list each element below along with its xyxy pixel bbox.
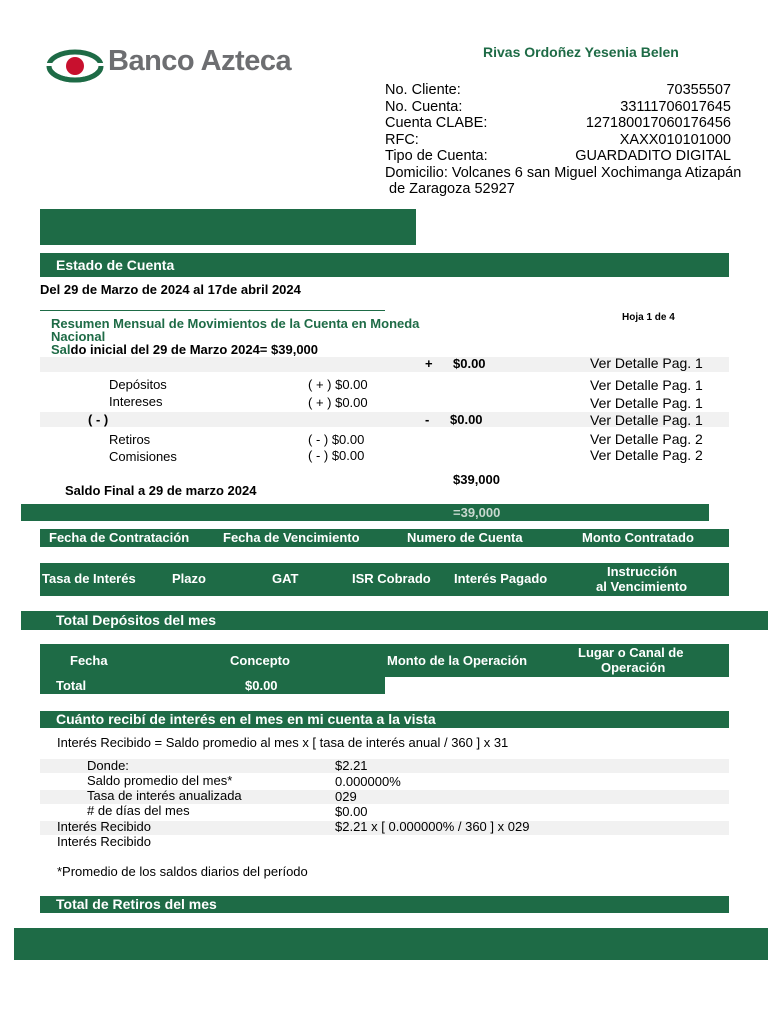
- client-field-row: [385, 115, 731, 132]
- investment-header: al Vencimiento: [596, 579, 688, 594]
- summary-divider: [40, 310, 385, 311]
- comisiones-value: ( - ) $0.00: [308, 448, 365, 463]
- minus-label: ( - ): [88, 412, 109, 427]
- summary-title-line2: Nacional: [51, 329, 106, 344]
- deposits-header: Operación: [601, 660, 666, 675]
- deposits-title: Total Depósitos del mes: [56, 612, 216, 628]
- client-field-value: GUARDADITO DIGITAL: [575, 148, 731, 164]
- bank-logo-icon: [46, 47, 104, 85]
- intereses-ref: Ver Detalle Pag. 1: [590, 395, 703, 411]
- intereses-value: ( + ) $0.00: [308, 395, 368, 410]
- interest-row-label: Donde:: [87, 758, 129, 773]
- depositos-ref: Ver Detalle Pag. 1: [590, 377, 703, 393]
- interest-band: [40, 759, 729, 773]
- investment-header-row: [40, 529, 729, 547]
- saldo-final-bar: [21, 504, 709, 521]
- interest-row-value: $0.00: [335, 804, 368, 819]
- investment-header: Instrucción: [607, 564, 678, 579]
- client-field-label: RFC:: [385, 131, 419, 148]
- retiros-ref: Ver Detalle Pag. 2: [590, 431, 703, 447]
- deposits-header-row: [40, 644, 729, 677]
- interest-title: Cuánto recibí de interés en el mes en mi cuenta a la vista: [56, 711, 436, 727]
- investment-header: Numero de Cuenta: [407, 530, 523, 545]
- investment-header: Fecha de Contratación: [49, 530, 190, 545]
- green-block: [40, 209, 416, 245]
- investment-header: Plazo: [172, 571, 206, 586]
- deposits-header: Monto de la Operación: [387, 653, 528, 668]
- interest-row-value: 0.000000%: [335, 774, 401, 789]
- interest-row-label: Interés Recibido: [57, 834, 151, 849]
- statement-header: Estado de Cuenta: [56, 257, 175, 273]
- bank-name: Banco Azteca: [108, 45, 292, 77]
- interest-footnote: *Promedio de los saldos diarios del período: [57, 864, 308, 879]
- withdrawals-title-bar: [40, 896, 729, 913]
- deposits-header: Lugar o Canal de: [578, 645, 684, 660]
- client-name: Rivas Ordoñez Yesenia Belen: [483, 44, 679, 60]
- saldo-final-bar-value: =39,000: [453, 505, 501, 520]
- client-field-label: No. Cuenta:: [385, 98, 463, 115]
- saldo-inicial: [51, 342, 318, 357]
- interest-row-label: Saldo promedio del mes*: [87, 773, 233, 788]
- page-number: Hoja 1 de 4: [622, 312, 675, 323]
- interest-row-label: Tasa de interés anualizada: [87, 788, 242, 803]
- client-field-row: [385, 132, 731, 149]
- saldo-final-label: Saldo Final a 29 de marzo 2024: [65, 483, 257, 498]
- plus-ref: Ver Detalle Pag. 1: [590, 355, 703, 371]
- investment-header-row2: [40, 563, 729, 596]
- deposits-title-bar: [21, 611, 768, 630]
- interest-row-value: $2.21 x [ 0.000000% / 360 ] x 029: [335, 819, 530, 834]
- client-field-label: Cuenta CLABE:: [385, 115, 488, 131]
- interest-row-value: $2.21: [335, 758, 368, 773]
- interest-formula: Interés Recibido = Saldo promedio al mes x [ tasa de interés anual / 360 ] x 31: [57, 735, 509, 750]
- client-field-label: No. Cliente:: [385, 82, 461, 98]
- statement-period: Del 29 de Marzo de 2024 al 17de abril 2024: [40, 282, 301, 297]
- interest-title-bar: [40, 711, 729, 728]
- client-address-line1: Domicilio: Volcanes 6 san Miguel Xochimanga Atizapán: [385, 164, 742, 181]
- client-field-value: 33111706017645: [620, 98, 731, 115]
- minus-ref: Ver Detalle Pag. 1: [590, 412, 703, 428]
- investment-header: Fecha de Vencimiento: [223, 530, 360, 545]
- client-address-line2: de Zaragoza 52927: [389, 181, 515, 197]
- client-field-row: [385, 82, 731, 99]
- bank-logo: [46, 45, 336, 87]
- depositos-value: ( + ) $0.00: [308, 377, 368, 392]
- deposits-header: Fecha: [70, 653, 108, 668]
- retiros-label: Retiros: [109, 432, 151, 447]
- deposits-total-value: $0.00: [245, 678, 278, 693]
- client-field-label: Tipo de Cuenta:: [385, 148, 488, 164]
- investment-header: Interés Pagado: [454, 571, 548, 586]
- saldo-inicial-text: do inicial del 29 de Marzo 2024= $39,000: [70, 342, 319, 357]
- interest-row-label: # de días del mes: [87, 803, 190, 818]
- investment-header: Monto Contratado: [582, 530, 694, 545]
- deposits-total-row: [40, 677, 385, 694]
- saldo-inicial-prefix: Sal: [51, 342, 71, 357]
- client-field-value: 127180017060176456: [585, 115, 731, 131]
- retiros-value: ( - ) $0.00: [308, 432, 365, 447]
- client-info: [385, 82, 742, 198]
- plus-amount: $0.00: [453, 356, 486, 371]
- client-field-row: [385, 99, 731, 116]
- intereses-label: Intereses: [109, 394, 163, 409]
- plus-sign: +: [425, 356, 433, 371]
- statement-header-bar: [40, 253, 729, 277]
- summary-title-line1: Resumen Mensual de Movimientos de la Cuenta en Moneda: [51, 316, 420, 331]
- comisiones-label: Comisiones: [109, 449, 177, 464]
- investment-header: GAT: [272, 571, 299, 586]
- minus-amount: $0.00: [450, 412, 483, 427]
- client-field-value: 70355507: [666, 82, 731, 98]
- withdrawals-title: Total de Retiros del mes: [56, 896, 217, 912]
- deposits-header: Concepto: [230, 653, 290, 668]
- saldo-final-amount: $39,000: [453, 472, 500, 487]
- footer-bar: [14, 928, 768, 960]
- minus-sign: -: [425, 412, 430, 427]
- depositos-label: Depósitos: [109, 377, 167, 392]
- client-field-value: XAXX010101000: [619, 131, 731, 148]
- investment-header: Tasa de Interés: [42, 571, 136, 586]
- investment-header: ISR Cobrado: [352, 571, 431, 586]
- comisiones-ref: Ver Detalle Pag. 2: [590, 447, 703, 463]
- deposits-total-label: Total: [56, 678, 87, 693]
- interest-row-value: 029: [335, 789, 357, 804]
- interest-row-label: Interés Recibido: [57, 819, 151, 834]
- client-field-row: [385, 148, 731, 165]
